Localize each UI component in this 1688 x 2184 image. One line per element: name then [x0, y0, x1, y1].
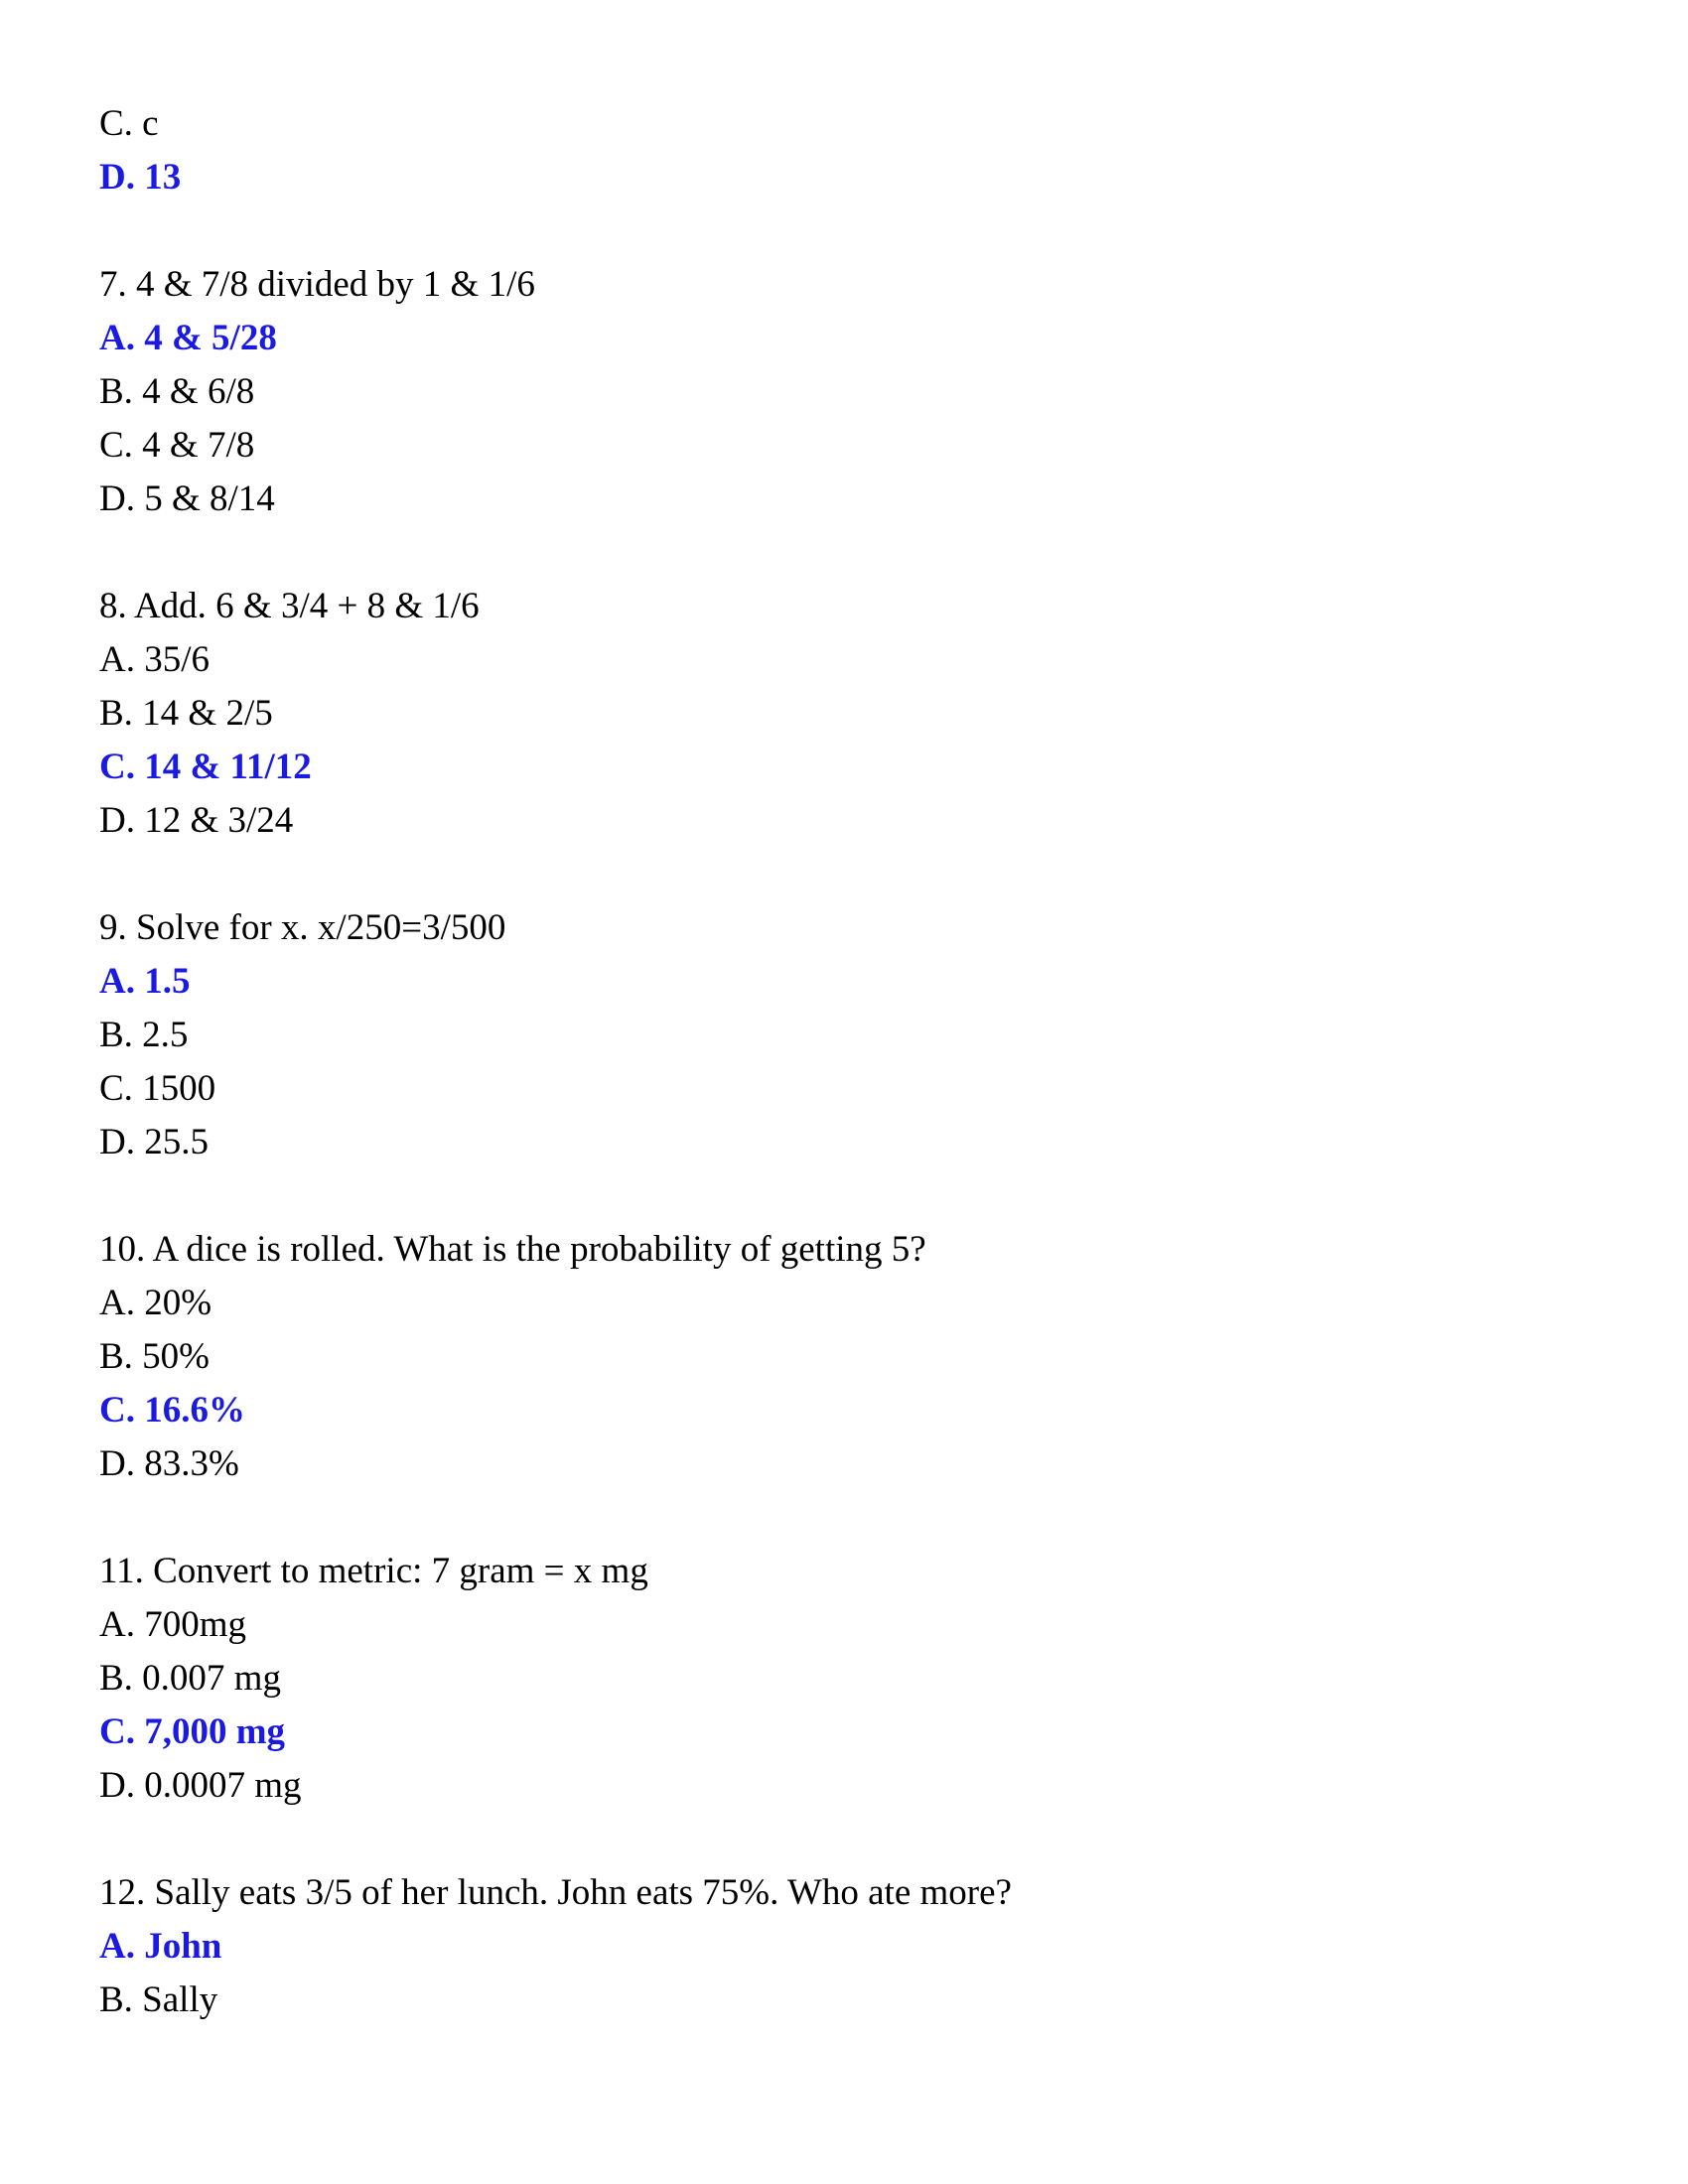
correct-answer-option: A. 4 & 5/28 [99, 318, 277, 358]
answer-option: B. 0.007 mg [99, 1658, 281, 1699]
answer-option: C. 4 & 7/8 [99, 425, 255, 466]
answer-option: A. 20% [99, 1283, 212, 1323]
answer-option: D. 0.0007 mg [99, 1765, 302, 1806]
answer-option: C. c [99, 103, 159, 144]
question-block [99, 97, 1589, 205]
question-prompt: 8. Add. 6 & 3/4 + 8 & 1/6 [99, 586, 480, 626]
answer-option: A. 700mg [99, 1604, 246, 1645]
question-prompt: 12. Sally eats 3/5 of her lunch. John eats 75%. Who ate more? [99, 1872, 1012, 1913]
answer-option: B. 2.5 [99, 1015, 189, 1055]
correct-answer-option: C. 14 & 11/12 [99, 747, 312, 787]
answer-option: B. Sally [99, 1979, 218, 2020]
answer-option: B. 50% [99, 1336, 210, 1377]
correct-answer-option: D. 13 [99, 157, 182, 198]
answer-option: D. 83.3% [99, 1443, 239, 1484]
question-prompt: 9. Solve for x. x/250=3/500 [99, 907, 506, 948]
correct-answer-option: A. John [99, 1926, 222, 1967]
answer-option: B. 4 & 6/8 [99, 371, 255, 412]
correct-answer-option: C. 7,000 mg [99, 1711, 286, 1752]
answer-option: D. 5 & 8/14 [99, 478, 275, 519]
correct-answer-option: C. 16.6% [99, 1390, 245, 1431]
question-prompt: 7. 4 & 7/8 divided by 1 & 1/6 [99, 264, 535, 305]
question-block [99, 1223, 1589, 1491]
answer-option: B. 14 & 2/5 [99, 693, 273, 734]
question-block [99, 1866, 1589, 2027]
question-block [99, 258, 1589, 526]
question-prompt: 10. A dice is rolled. What is the probability of getting 5? [99, 1229, 926, 1270]
question-block [99, 1545, 1589, 1813]
question-block [99, 901, 1589, 1169]
answer-option: C. 1500 [99, 1068, 216, 1109]
correct-answer-option: A. 1.5 [99, 961, 191, 1002]
question-prompt: 11. Convert to metric: 7 gram = x mg [99, 1551, 648, 1591]
answer-option: D. 12 & 3/24 [99, 800, 294, 841]
question-block [99, 580, 1589, 848]
answer-option: A. 35/6 [99, 639, 210, 680]
quiz-content [99, 97, 1589, 2081]
answer-option: D. 25.5 [99, 1122, 209, 1162]
